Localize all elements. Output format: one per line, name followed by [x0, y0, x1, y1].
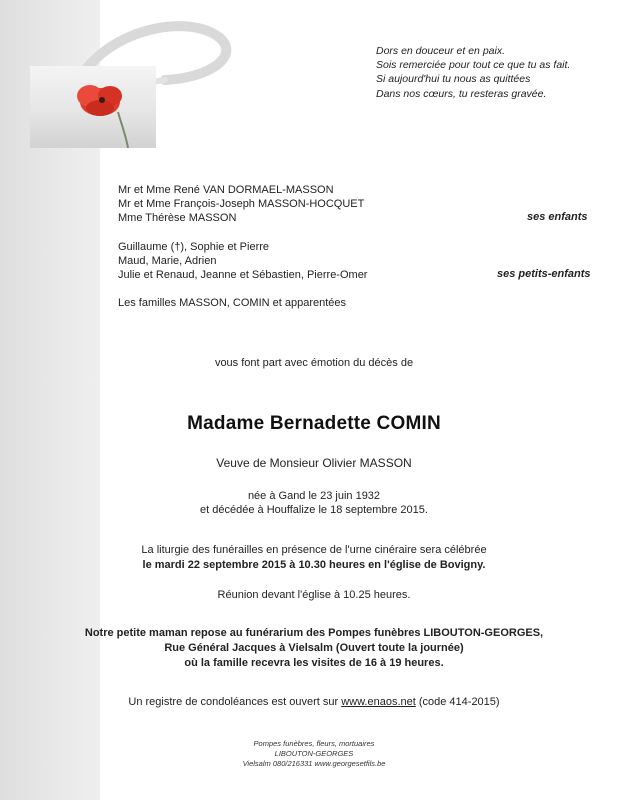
poppy-photo — [30, 66, 156, 148]
announcement: vous font part avec émotion du décès de — [214, 357, 414, 369]
footer-contact: Vielsalm 080/216331 www.georgesetfils.be — [242, 759, 386, 768]
condolences-line — [0, 695, 628, 710]
child-entry: Mr et Mme René VAN DORMAEL-MASSON — [118, 184, 334, 196]
grandchildren-list — [118, 240, 367, 282]
families-line: Les familles MASSON, COMIN et apparentées — [118, 297, 347, 309]
poem-line: Si aujourd'hui tu nous as quittées — [376, 73, 531, 86]
repose-line: Notre petite maman repose au funérarium des Pompes funèbres LIBOUTON-GEORGES, — [84, 627, 544, 639]
repose-visits-line: où la famille recevra les visites de 16 à 19 heures. — [184, 657, 444, 669]
footer-line: Pompes funèbres, fleurs, mortuaires — [253, 739, 375, 748]
liturgy-date-line: le mardi 22 septembre 2015 à 10.30 heures en l'église de Bovigny. — [142, 559, 486, 571]
footer-company: LIBOUTON-GEORGES — [274, 749, 354, 758]
poem-line: Dors en douceur et en paix. — [376, 45, 505, 57]
poem-line: Sois remerciée pour tout ce que tu as fait. — [376, 59, 571, 72]
condolences-prefix: Un registre de condoléances est ouvert sur — [128, 696, 342, 708]
grandchild-entry: Guillaume (†), Sophie et Pierre — [118, 241, 270, 253]
repose-address-line: Rue Général Jacques à Vielsalm (Ouvert toute la journée) — [164, 642, 464, 654]
poem — [376, 44, 570, 101]
birth-line: née à Gand le 23 juin 1932 — [247, 490, 381, 502]
condolences-suffix: (code 414-2015) — [415, 696, 500, 708]
meeting-line: Réunion devant l'église à 10.25 heures. — [217, 589, 411, 601]
poppy-icon — [30, 66, 156, 148]
liturgy-line: La liturgie des funérailles en présence de l'urne cinéraire sera célébrée — [141, 544, 487, 556]
poem-line: Dans nos cœurs, tu resteras gravée. — [376, 87, 547, 100]
death-line: et décédée à Houffalize le 18 septembre 2015. — [200, 504, 428, 516]
child-entry: Mr et Mme François-Joseph MASSON-HOCQUET — [118, 198, 365, 210]
widow-of: Veuve de Monsieur Olivier MASSON — [216, 456, 412, 470]
children-list — [118, 183, 364, 225]
children-label: ses enfants — [527, 211, 588, 223]
child-entry: Mme Thérèse MASSON — [118, 212, 237, 224]
grandchildren-label: ses petits-enfants — [497, 268, 591, 280]
grandchild-entry: Julie et Renaud, Jeanne et Sébastien, Pierre-Omer — [118, 269, 368, 281]
grandchild-entry: Maud, Marie, Adrien — [118, 255, 217, 267]
footer — [0, 739, 628, 769]
condolences-link[interactable]: www.enaos.net — [341, 696, 416, 708]
deceased-name: Madame Bernadette COMIN — [187, 413, 441, 434]
